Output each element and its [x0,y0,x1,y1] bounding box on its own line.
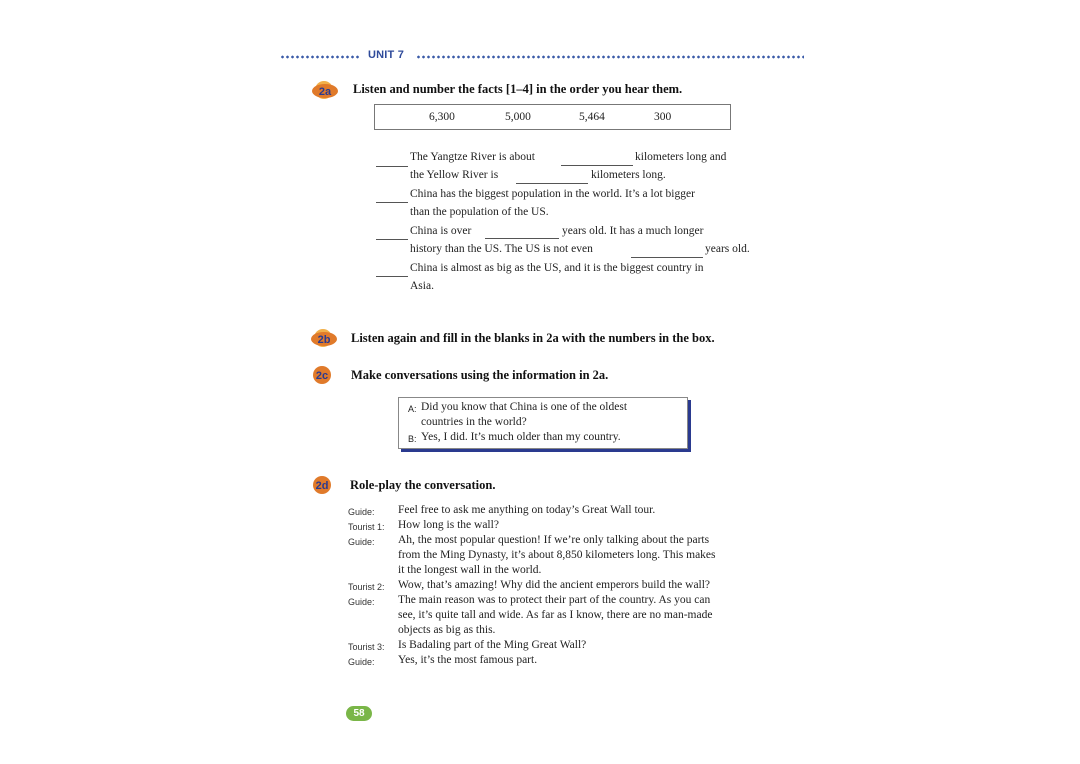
header-dots-right [416,55,804,59]
fill-blank-1[interactable] [561,165,633,166]
header-dots-left [280,55,360,59]
fact-1-line1a: The Yangtze River is about [410,151,535,163]
badge-2b [309,328,335,348]
badge-2a [310,80,336,100]
speaker-b: B: [408,434,417,444]
instruction-2b: Listen again and fill in the blanks in 2a with the numbers in the box. [351,331,715,345]
roleplay-line: Is Badaling part of the Ming Great Wall? [398,639,587,651]
conversation-a-line1: Did you know that China is one of the oldest [421,401,628,413]
badge-2d [309,475,335,495]
number-box-item: 5,000 [505,111,531,123]
fill-blank-3[interactable] [485,238,559,239]
instruction-2c: Make conversations using the information in 2a. [351,368,609,382]
order-blank-3[interactable] [376,239,408,240]
conversation-a-line2: countries in the world? [421,416,527,428]
roleplay-line: it the longest wall in the world. [398,564,542,576]
speaker-label: Tourist 1: [348,522,385,532]
unit-title: UNIT 7 [368,49,405,61]
fact-3-line2b: years old. [705,243,750,255]
fact-1-line1b: kilometers long and [635,151,727,163]
badge-2d-label: 2d [315,480,329,492]
page-number: 58 [346,706,372,721]
fact-2-line2: than the population of the US. [410,206,549,218]
instruction-2d: Role-play the conversation. [350,478,496,492]
speaker-label: Guide: [348,537,375,547]
speaker-label: Guide: [348,657,375,667]
roleplay-line: Feel free to ask me anything on today’s Great Wall tour. [398,504,656,516]
speaker-label: Tourist 2: [348,582,385,592]
instruction-2a: Listen and number the facts [1–4] in the order you hear them. [353,82,683,96]
number-box-item: 6,300 [429,111,455,123]
fact-4-line1: China is almost as big as the US, and it is the biggest country in [410,262,704,274]
order-blank-2[interactable] [376,202,408,203]
number-box-item: 5,464 [579,111,605,123]
speaker-label: Tourist 3: [348,642,385,652]
order-blank-4[interactable] [376,276,408,277]
speaker-a: A: [408,404,417,414]
fact-1-line2b: kilometers long. [591,169,666,181]
roleplay-line: objects as big as this. [398,624,496,636]
roleplay-line: see, it’s quite tall and wide. As far as I know, there are no man-made [398,609,713,621]
badge-2c-label: 2c [315,370,329,382]
fill-blank-2[interactable] [516,183,588,184]
fact-3-line1b: years old. It has a much longer [562,225,704,237]
order-blank-1[interactable] [376,166,408,167]
roleplay-line: Wow, that’s amazing! Why did the ancient emperors build the wall? [398,579,711,591]
fact-3-line1a: China is over [410,225,472,237]
fact-3-line2a: history than the US. The US is not even [410,243,593,255]
conversation-box [398,397,688,449]
badge-2a-label: 2a [318,86,332,98]
fact-1-line2a: the Yellow River is [410,169,499,181]
speaker-label: Guide: [348,597,375,607]
fact-4-line2: Asia. [410,280,434,292]
fill-blank-4[interactable] [631,257,703,258]
conversation-b-line1: Yes, I did. It’s much older than my country. [421,431,621,443]
fact-2-line1: China has the biggest population in the world. It’s a lot bigger [410,188,695,200]
badge-2b-label: 2b [317,334,331,346]
badge-2c [309,365,335,385]
roleplay-line: How long is the wall? [398,519,499,531]
roleplay-line: The main reason was to protect their part of the country. As you can [398,594,711,606]
roleplay-line: Yes, it’s the most famous part. [398,654,538,666]
roleplay-line: Ah, the most popular question! If we’re only talking about the parts [398,534,710,546]
number-box [374,104,731,130]
roleplay-line: from the Ming Dynasty, it’s about 8,850 kilometers long. This makes [398,549,716,561]
speaker-label: Guide: [348,507,375,517]
number-box-item: 300 [654,111,672,123]
